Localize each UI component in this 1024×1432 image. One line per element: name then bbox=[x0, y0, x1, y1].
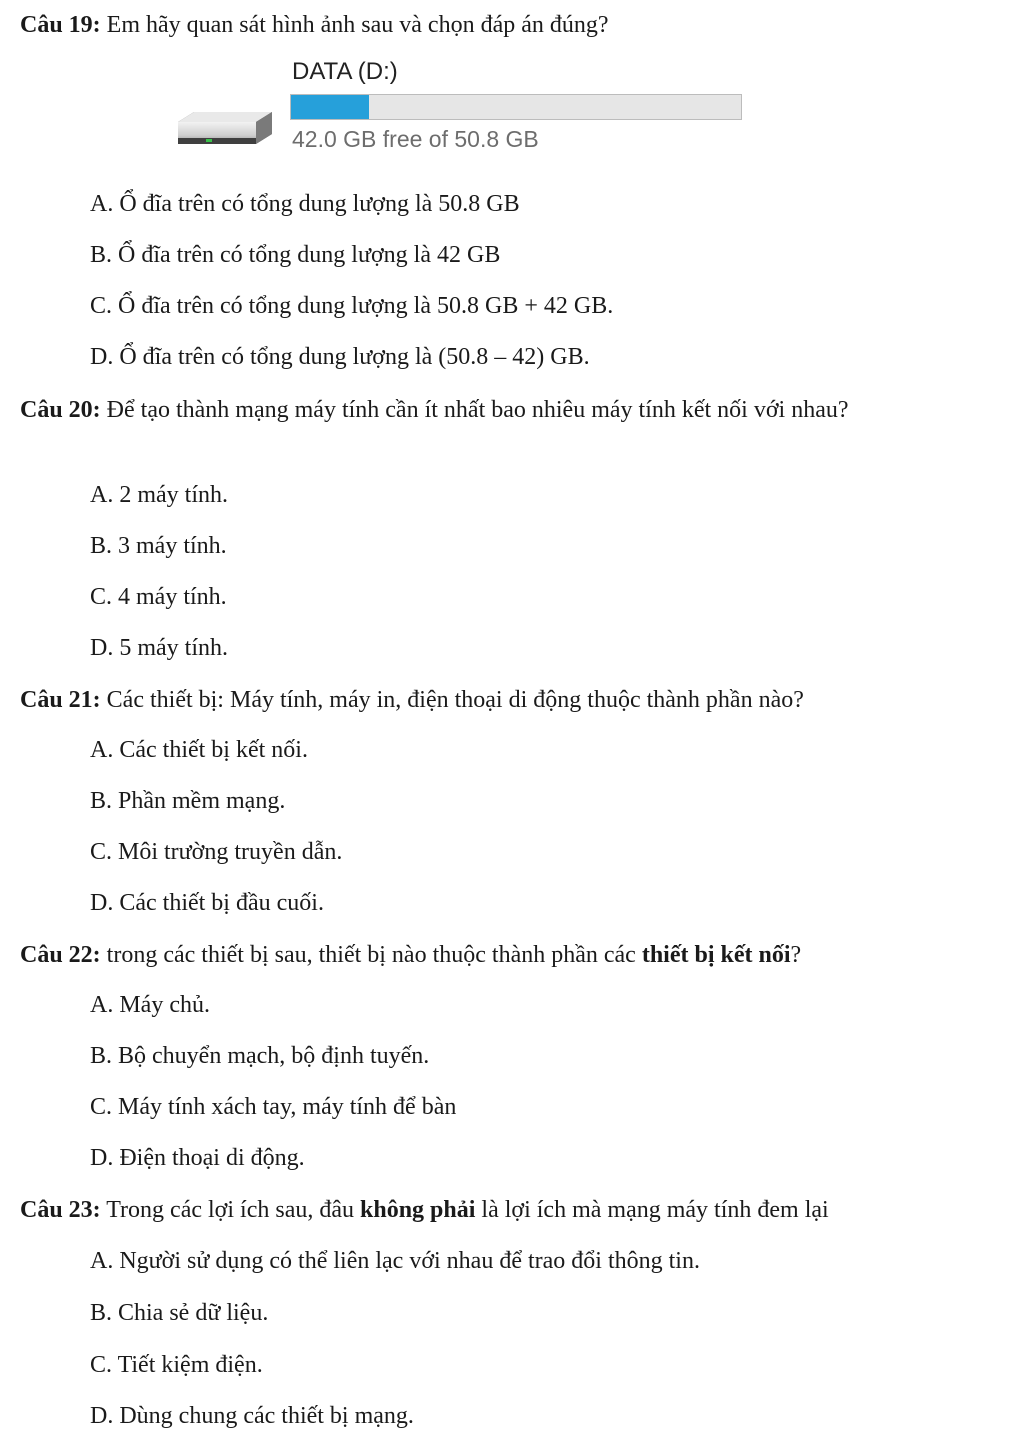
q19-option-a: A. Ổ đĩa trên có tổng dung lượng là 50.8 GB bbox=[90, 191, 520, 217]
question-22-text: trong các thiết bị sau, thiết bị nào thuộc thành phần các bbox=[100, 942, 642, 968]
drive-usage-fill bbox=[291, 95, 369, 119]
q20-option-b: B. 3 máy tính. bbox=[90, 533, 227, 559]
q23-option-b: B. Chia sẻ dữ liệu. bbox=[90, 1300, 269, 1326]
q19-option-d: D. Ổ đĩa trên có tổng dung lượng là (50.8 – 42) GB. bbox=[90, 344, 590, 370]
q23-option-a: A. Người sử dụng có thể liên lạc với nhau để trao đổi thông tin. bbox=[90, 1248, 700, 1274]
question-19-label: Câu 19: bbox=[20, 12, 101, 38]
question-21-text: Các thiết bị: Máy tính, máy in, điện thoại di động thuộc thành phần nào? bbox=[100, 687, 804, 713]
question-22-text-end: ? bbox=[790, 942, 802, 968]
question-23-text-end: là lợi ích mà mạng máy tính đem lại bbox=[475, 1197, 829, 1223]
q23-option-d: D. Dùng chung các thiết bị mạng. bbox=[90, 1403, 414, 1429]
q20-option-d: D. 5 máy tính. bbox=[90, 635, 228, 661]
drive-free-text: 42.0 GB free of 50.8 GB bbox=[292, 126, 539, 152]
question-23 bbox=[20, 1193, 994, 1227]
hard-drive-icon bbox=[172, 110, 276, 150]
q19-option-b: B. Ổ đĩa trên có tổng dung lượng là 42 GB bbox=[90, 242, 501, 268]
q21-option-c: C. Môi trường truyền dẫn. bbox=[90, 839, 343, 865]
q20-option-a: A. 2 máy tính. bbox=[90, 482, 228, 508]
question-23-label: Câu 23: bbox=[20, 1197, 101, 1223]
question-20-text: Để tạo thành mạng máy tính cần ít nhất bao nhiêu máy tính kết nối với nhau? bbox=[100, 397, 849, 423]
q21-option-a: A. Các thiết bị kết nối. bbox=[90, 737, 308, 763]
q21-option-b: B. Phần mềm mạng. bbox=[90, 788, 286, 814]
q22-option-a: A. Máy chủ. bbox=[90, 992, 210, 1018]
drive-name: DATA (D:) bbox=[292, 58, 398, 85]
question-19-text: Em hãy quan sát hình ảnh sau và chọn đáp án đúng? bbox=[100, 12, 609, 38]
question-20-label: Câu 20: bbox=[20, 397, 101, 423]
q22-option-d: D. Điện thoại di động. bbox=[90, 1145, 305, 1171]
question-23-text: Trong các lợi ích sau, đâu bbox=[100, 1197, 360, 1223]
question-21-label: Câu 21: bbox=[20, 687, 101, 713]
question-22-emphasis: thiết bị kết nối bbox=[641, 942, 791, 968]
question-22-label: Câu 22: bbox=[20, 942, 101, 968]
q23-option-c: C. Tiết kiệm điện. bbox=[90, 1352, 263, 1378]
drive-usage-bar bbox=[290, 94, 742, 120]
q19-option-c: C. Ổ đĩa trên có tổng dung lượng là 50.8 GB + 42 GB. bbox=[90, 293, 614, 319]
question-20 bbox=[20, 393, 934, 427]
q22-option-c: C. Máy tính xách tay, máy tính để bàn bbox=[90, 1094, 457, 1120]
q21-option-d: D. Các thiết bị đầu cuối. bbox=[90, 890, 324, 916]
question-23-emphasis: không phải bbox=[360, 1197, 476, 1223]
q22-option-b: B. Bộ chuyển mạch, bộ định tuyến. bbox=[90, 1043, 430, 1069]
question-21 bbox=[20, 683, 994, 717]
question-22 bbox=[20, 938, 994, 972]
question-19 bbox=[20, 8, 994, 42]
q20-option-c: C. 4 máy tính. bbox=[90, 584, 227, 610]
